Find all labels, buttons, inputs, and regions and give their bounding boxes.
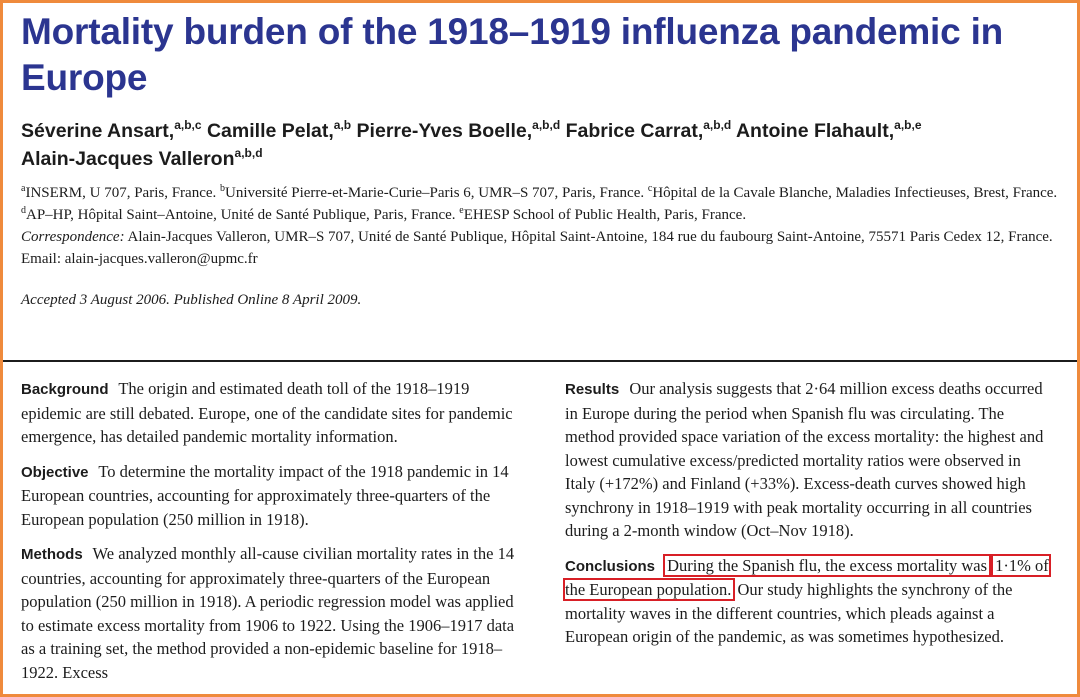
affil-sup: b [220,183,226,194]
author-affil-sup: a,b,d [703,117,732,132]
author-affil-sup: a,b,d [234,145,263,160]
correspondence-text: Alain-Jacques Valleron, UMR–S 707, Unité de Santé Publique, Hôpital Saint-Antoine, 184 rue du faubourg Saint-Antoine, 75571 Paris Cedex 12, France. Email: alain-jacques.valleron@upmc.fr [21,229,1053,267]
author-name: Camille Pelat, [206,120,334,142]
affil-sup: e [459,205,464,216]
author-name: Fabrice Carrat, [565,120,704,142]
conclusions-text: Our study highlights the synchrony of the mortality waves in the different countries, which pleads against a European origin of the pandemic, as was sometimes hypothesized. [565,580,1013,646]
affiliation-d: AP–HP, Hôpital Saint–Antoine, Unité de Santé Publique, Paris, France. [26,207,456,223]
objective-text: To determine the mortality impact of the 1918 pandemic in 14 European countries, accounting for approximately three-quarters of the European population (250 million in 1918). [21,461,509,529]
background-text: The origin and estimated death toll of the 1918–1919 epidemic are still debated. Europe, one of the candidate sites for pandemic emergence, has detailed pandemic mortality information. [21,379,513,446]
author-name: Antoine Flahault, [735,120,895,142]
author-name: Séverine Ansart, [21,120,175,142]
affiliations [21,182,1071,270]
abstract-methods [21,542,527,684]
abstract-objective [21,460,527,532]
affiliation-e: EHESP School of Public Health, Paris, France. [463,207,747,223]
author-affil-sup: a,b,e [894,117,922,132]
author-name: Pierre-Yves Boelle, [356,120,533,142]
methods-heading: Methods [21,546,83,563]
abstract-left-column [21,377,527,695]
affiliation-a: INSERM, U 707, Paris, France. [25,185,217,201]
abstract-conclusions [565,554,1049,649]
affiliation-c: Hôpital de la Cavale Blanche, Maladies Infectieuses, Brest, France. [652,185,1058,201]
author-affil-sup: a,b,d [532,117,561,132]
abstract-right-column [565,377,1049,660]
background-heading: Background [21,381,109,398]
results-text: Our analysis suggests that 2·64 million excess deaths occurred in Europe during the period when Spanish flu was circulating. The method provided space variation of the excess mortality: the highest and lowest cumulative excess/predicted mortality ratios were observed in Italy (+172%) and Finland (+33%). Excess-death curves showed high synchrony in 1918–1919 with peak mortality occurring in all countries during a 2-month window (Oct–Nov 1918). [565,379,1044,540]
author-affil-sup: a,b,c [174,117,202,132]
abstract-results [565,377,1049,543]
conclusions-heading: Conclusions [565,557,656,575]
objective-heading: Objective [21,463,89,481]
correspondence-label: Correspondence: [21,229,125,245]
publication-dates: Accepted 3 August 2006. Published Online 8 April 2009. [21,292,362,308]
affil-sup: c [647,183,653,194]
results-heading: Results [565,381,620,398]
affiliation-b: Université Pierre-et-Marie-Curie–Paris 6, UMR–S 707, Paris, France. [225,185,645,201]
author-list [21,117,1071,173]
abstract-background [21,377,527,449]
highlighted-finding-part1: During the Spanish flu, the excess mortality was [667,555,987,575]
highlighted-finding-part2: 1·1% of the European population. [565,555,1049,599]
affil-sup: d [21,205,26,216]
methods-text: We analyzed monthly all-cause civilian mortality rates in the 14 countries, accounting for approximately three-quarters of the European population (250 million in 1918). A periodic regression model was applied to estimate excess mortality from 1906 to 1922. Using the 1906–1917 data as a training set, the method provided a non-epidemic baseline for 1918–1922. Excess [21,544,515,682]
author-affil-sup: a,b [333,117,352,132]
author-name: Alain-Jacques Valleron [21,148,235,170]
section-divider [3,360,1080,362]
paper-title: Mortality burden of the 1918–1919 influenza pandemic in Europe [21,11,1004,98]
affil-sup: a [21,183,26,194]
